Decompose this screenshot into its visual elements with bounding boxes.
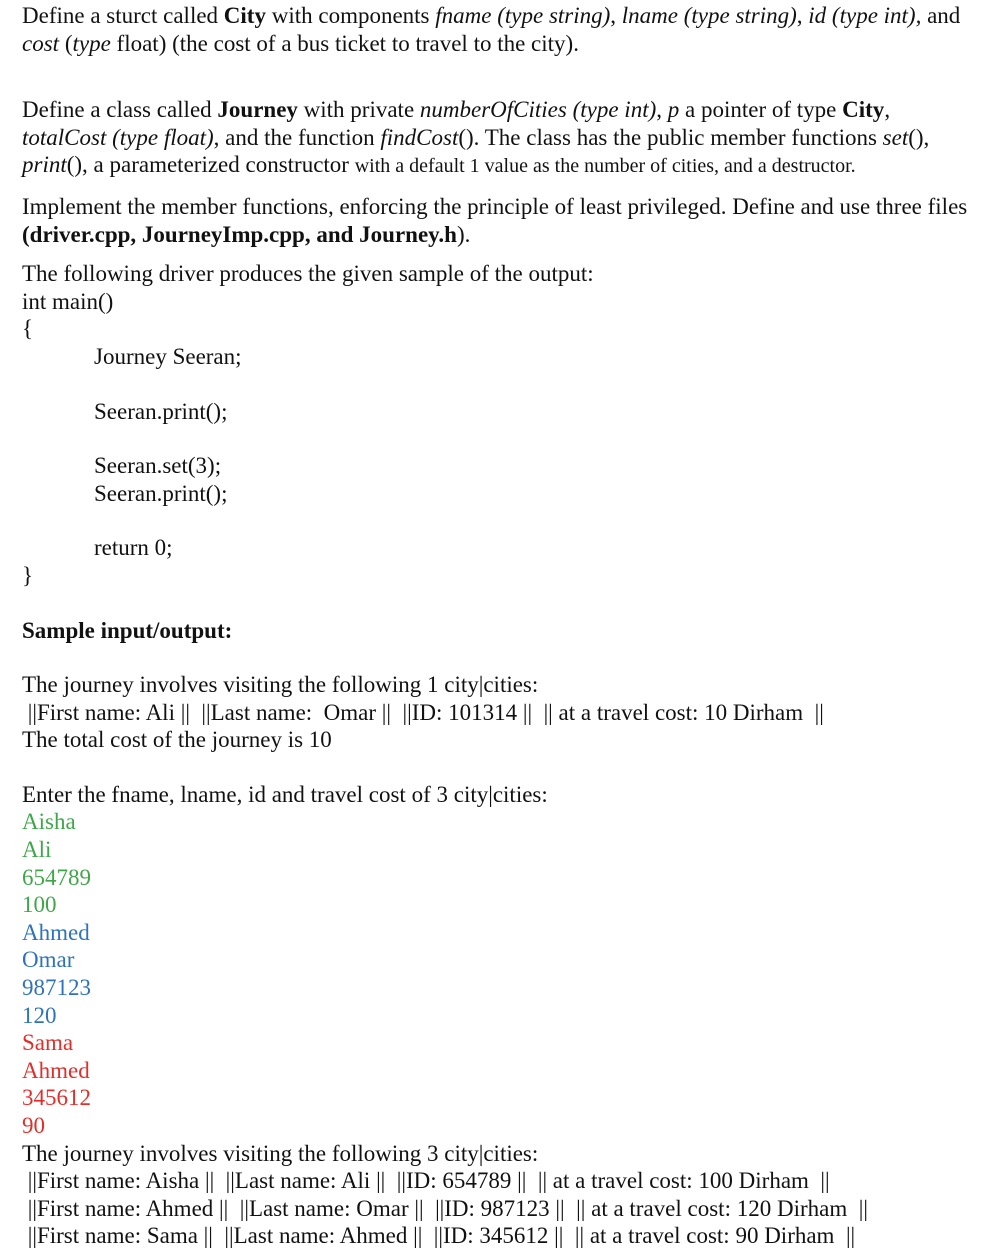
class-definition-line-1: Define a class called Journey with private numberOfCities (type int), p a pointer of type City, bbox=[22, 97, 891, 123]
input-blue-fname: Ahmed bbox=[22, 919, 90, 945]
driver-intro: The following driver produces the given sample of the output: bbox=[22, 261, 594, 287]
input-red-fname: Sama bbox=[22, 1030, 74, 1056]
input-red-cost: 90 bbox=[22, 1113, 45, 1138]
output1-line-3: The total cost of the journey is 10 bbox=[22, 727, 332, 753]
code-line-return: return 0; bbox=[94, 535, 173, 561]
code-open-brace: { bbox=[22, 316, 34, 342]
output2-line-4: ||First name: Sama || ||Last name: Ahmed || ||ID: 345612 || || at a travel cost: 90 Dirham || bbox=[22, 1223, 856, 1249]
code-line-set: Seeran.set(3); bbox=[94, 453, 222, 479]
implement-instruction-line-2: (driver.cpp, JourneyImp.cpp, and Journey.h). bbox=[22, 221, 471, 247]
code-close-brace: } bbox=[22, 562, 34, 588]
implement-instruction-line-1: Implement the member functions, enforcing the principle of least privileged. Define and use three files bbox=[22, 193, 968, 219]
input-green-cost: 100 bbox=[22, 892, 57, 918]
sample-heading: Sample input/output: bbox=[22, 617, 233, 643]
document-page bbox=[22, 2, 1008, 1250]
input-green-lname: Ali bbox=[22, 837, 52, 863]
struct-definition-line-2: cost (type float) (the cost of a bus ticket to travel to the city). bbox=[22, 30, 579, 56]
output2-line-2: ||First name: Aisha || ||Last name: Ali || ||ID: 654789 || || at a travel cost: 100 Dirham || bbox=[22, 1168, 830, 1194]
input-red-id: 345612 bbox=[22, 1085, 91, 1111]
code-line-print-2: Seeran.print(); bbox=[94, 480, 228, 506]
output1-line-2: ||First name: Ali || ||Last name: Omar || ||ID: 101314 || || at a travel cost: 10 Dirham || bbox=[22, 699, 824, 725]
input-blue-lname: Omar bbox=[22, 947, 75, 973]
code-main-signature: int main() bbox=[22, 288, 114, 314]
class-definition-line-3: print(), a parameterized constructor with a default 1 value as the number of cities, and a destructor. bbox=[22, 152, 856, 178]
output2-line-3: ||First name: Ahmed || ||Last name: Omar || ||ID: 987123 || || at a travel cost: 120 Dirham || bbox=[22, 1195, 868, 1221]
input-green-id: 654789 bbox=[22, 864, 91, 890]
input-green-fname: Aisha bbox=[22, 809, 76, 835]
struct-definition-line-1: Define a sturct called City with components fname (type string), lname (type string), id (type int), and bbox=[22, 3, 961, 28]
output1-line-1: The journey involves visiting the following 1 city|cities: bbox=[22, 672, 539, 698]
input-blue-cost: 120 bbox=[22, 1002, 57, 1028]
output2-line-1: The journey involves visiting the following 3 city|cities: bbox=[22, 1140, 539, 1166]
code-line-declare: Journey Seeran; bbox=[94, 343, 242, 369]
code-line-print-1: Seeran.print(); bbox=[94, 398, 228, 424]
input-red-lname: Ahmed bbox=[22, 1057, 90, 1083]
input-prompt: Enter the fname, lname, id and travel cost of 3 city|cities: bbox=[22, 781, 548, 807]
class-definition-line-2: totalCost (type float), and the function findCost(). The class has the public member functions set(), bbox=[22, 124, 930, 150]
input-blue-id: 987123 bbox=[22, 975, 91, 1001]
